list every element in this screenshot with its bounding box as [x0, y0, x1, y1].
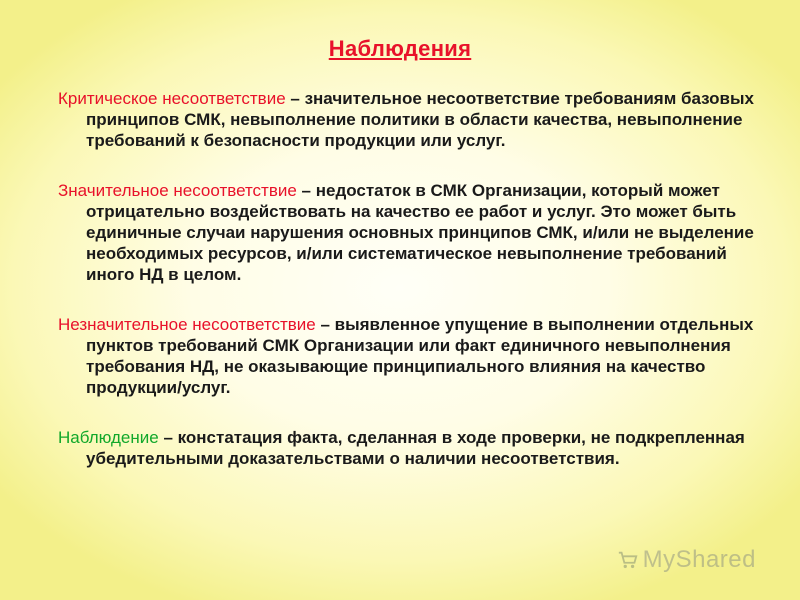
slide-title: Наблюдения — [328, 36, 472, 61]
definition-text-observation: – констатация факта, сделанная в ходе проверки, не подкрепленная убедительными доказательствами о наличии несоответствия. — [86, 428, 745, 468]
term-significant: Значительное несоответствие — [58, 181, 297, 200]
definition-text-minor: – выявленное упущение в выполнении отдельных пунктов требований СМК Организации или факт единичного невыполнения требования НД, не оказывающие принципиального влияния на качество продукции/услуг. — [86, 315, 754, 397]
definition-observation — [58, 427, 773, 469]
definition-critical — [58, 88, 773, 151]
term-observation: Наблюдение — [58, 428, 159, 447]
definition-text-critical: – значительное несоответствие требованиям базовых принципов СМК, невыполнение политики в области качества, невыполнение требований к безопасности продукции или услуг. — [86, 89, 754, 150]
definition-significant — [58, 180, 773, 285]
definition-text-significant: – недостаток в СМК Организации, который может отрицательно воздействовать на качество ее работ и услуг. Это может быть единичные случаи нарушения основных принципов СМК, и/или не выделение необходимых ресурсов, и/или систематическое невыполнение требований иного НД в целом. — [86, 181, 754, 284]
definition-minor — [58, 314, 773, 398]
watermark — [617, 546, 756, 574]
slide-content — [58, 88, 773, 498]
watermark-text: MyShared — [642, 546, 756, 573]
term-critical: Критическое несоответствие — [58, 89, 286, 108]
shopping-cart-icon — [617, 549, 639, 571]
term-minor: Незначительное несоответствие — [58, 315, 316, 334]
